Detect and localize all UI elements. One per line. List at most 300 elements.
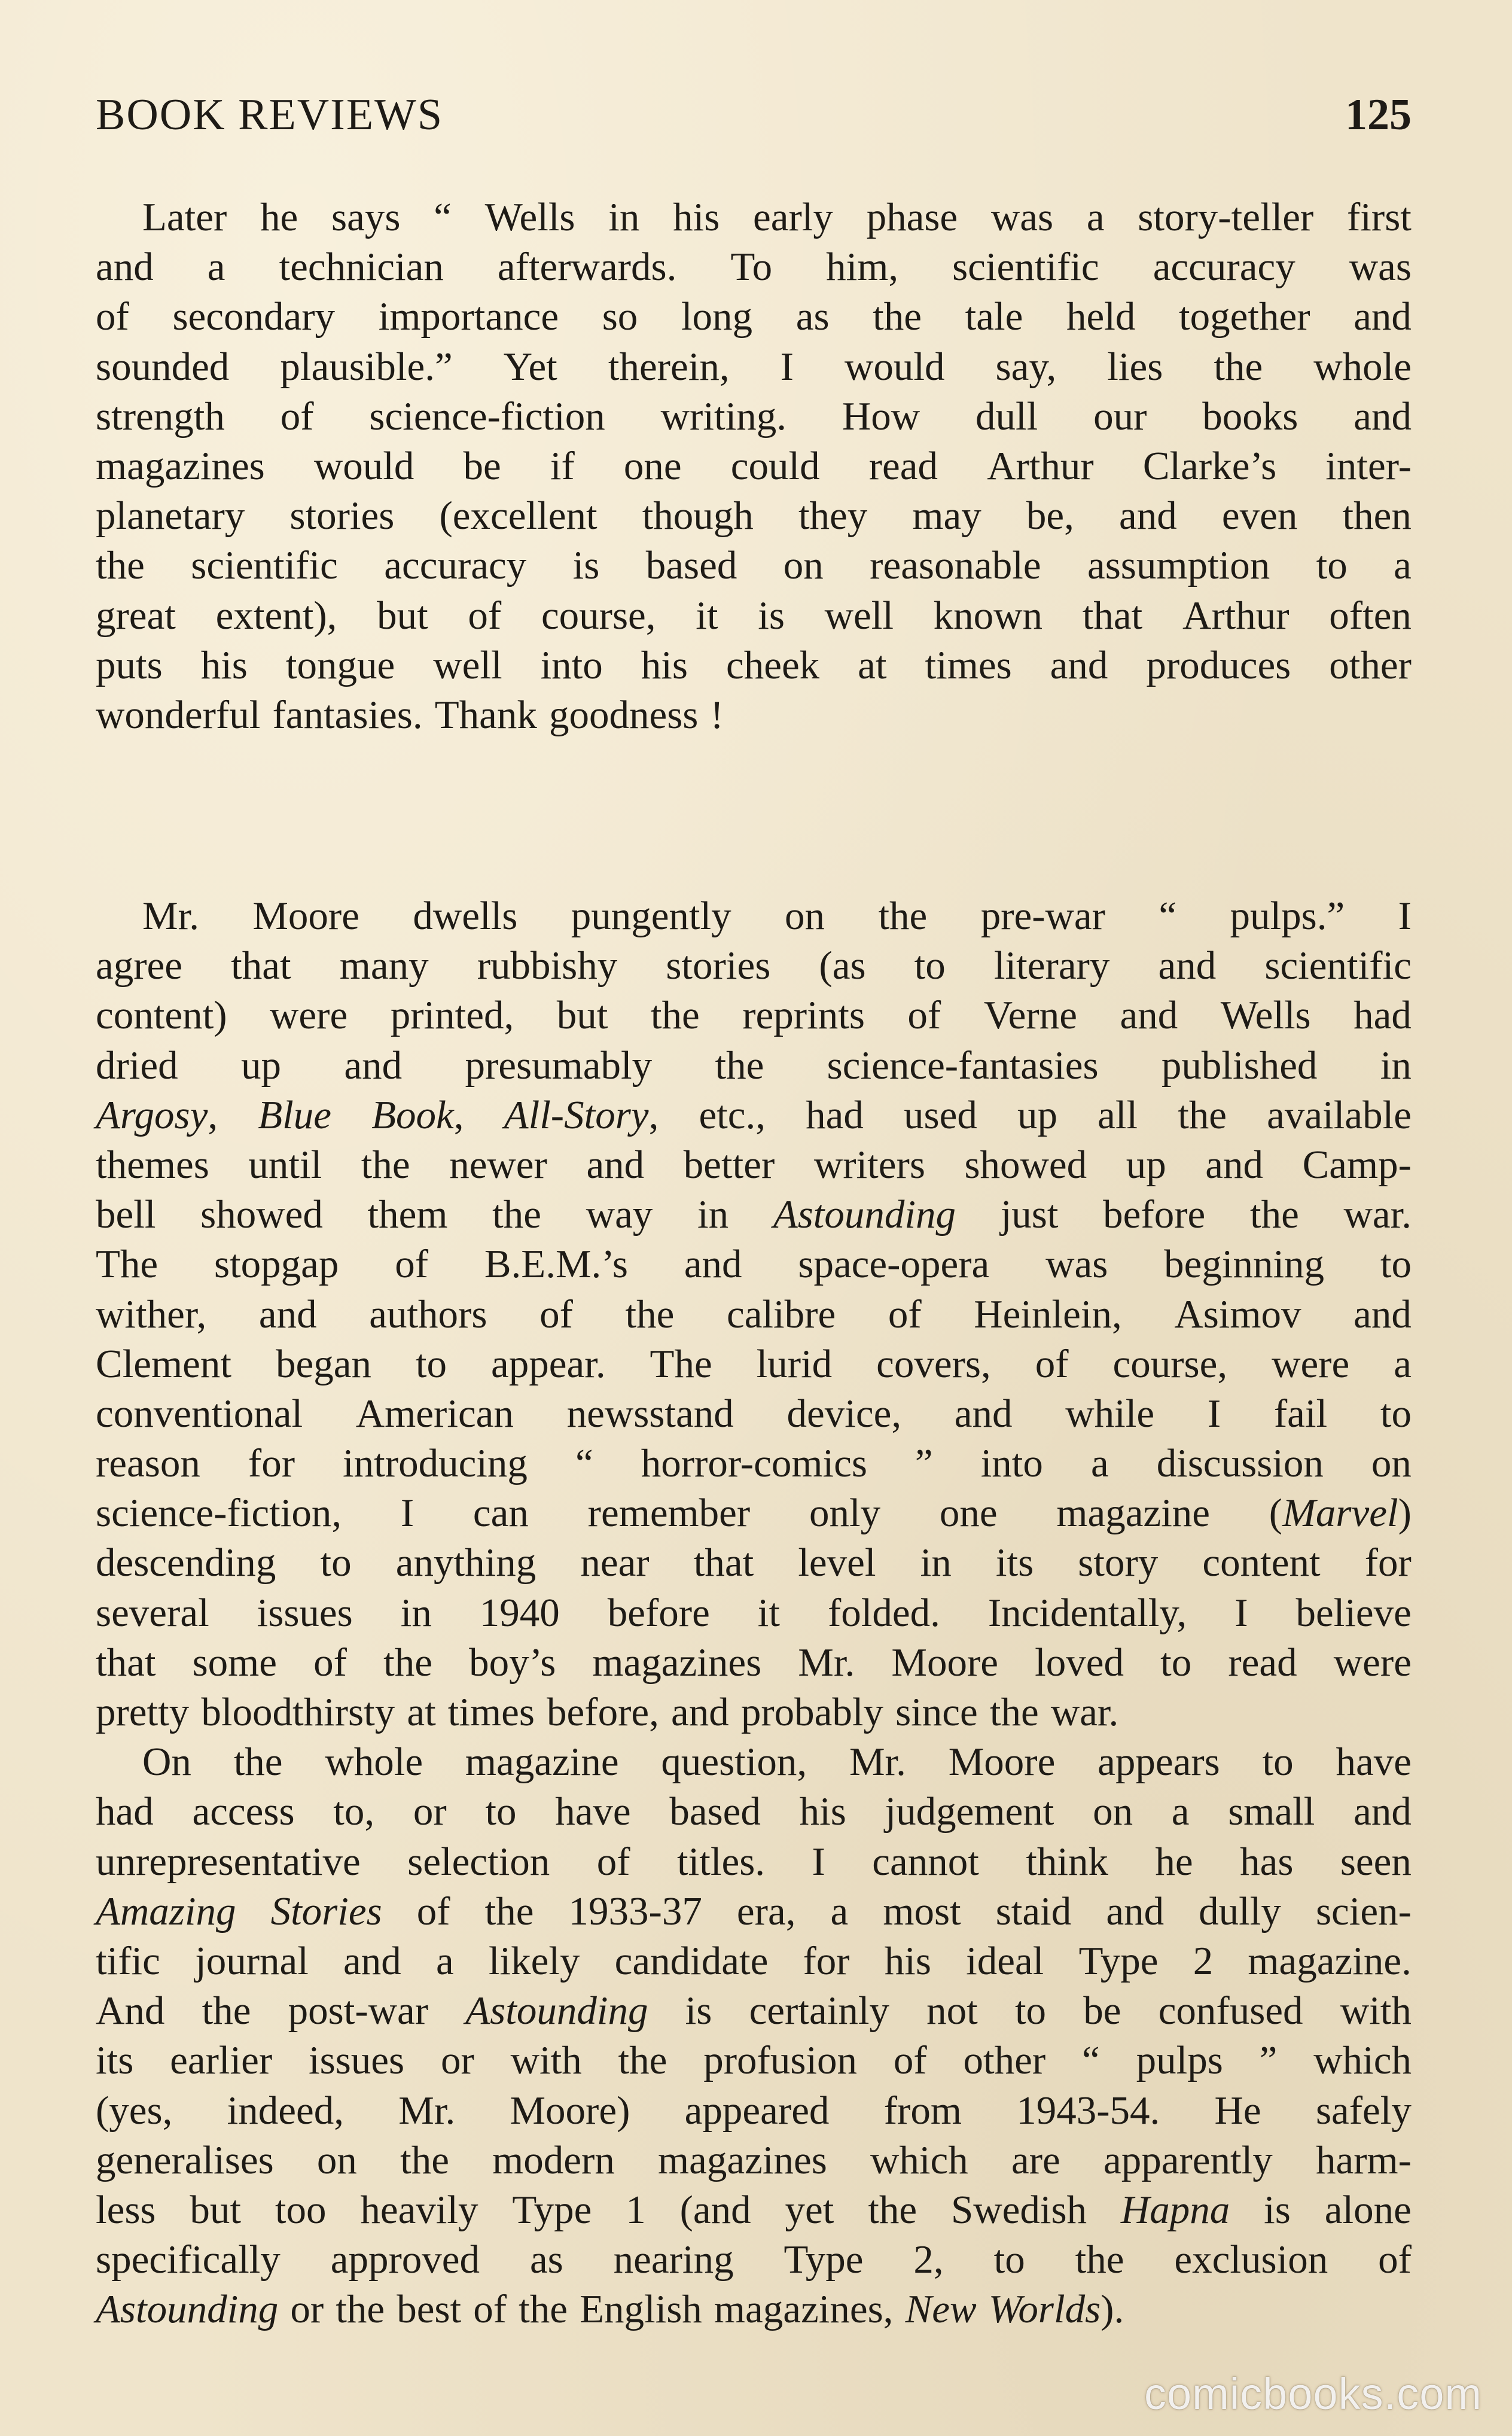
word: would: [844, 344, 945, 389]
word: stories: [289, 494, 395, 538]
word: dull: [975, 394, 1038, 439]
word: reason: [96, 1441, 200, 1486]
word: is: [572, 543, 600, 588]
word: the: [400, 2137, 449, 2182]
word: pulps.”: [1230, 894, 1345, 938]
word: the: [868, 2187, 917, 2232]
word: was: [1045, 1242, 1108, 1287]
word: “: [1159, 894, 1177, 938]
word: puts: [96, 643, 163, 687]
word: pre-war: [980, 894, 1105, 938]
word: and: [1354, 1292, 1412, 1336]
word: to: [1014, 1989, 1047, 2033]
word: of: [473, 2287, 507, 2332]
word: (as: [819, 943, 866, 988]
word: and: [1354, 294, 1412, 339]
word: magazines: [658, 2137, 827, 2182]
text-line: [96, 541, 1412, 590]
word: boy’s: [469, 1640, 556, 1685]
word: at: [407, 1690, 436, 1734]
word: though: [642, 494, 754, 538]
word: stopgap: [214, 1242, 339, 1287]
word: Arthur: [987, 443, 1094, 488]
word: in: [920, 1540, 952, 1585]
word: Moore: [948, 1740, 1056, 1785]
text-line: [96, 2185, 1412, 2235]
word: to: [993, 2237, 1025, 2282]
word: of: [313, 1640, 347, 1685]
word: read: [1228, 1640, 1297, 1685]
word: The: [96, 1242, 158, 1287]
word: of: [907, 993, 941, 1038]
word: Wells: [484, 195, 575, 239]
word: the: [484, 1889, 534, 1933]
text-line: [96, 2036, 1412, 2085]
text-line: [96, 1787, 1412, 1837]
word: importance: [378, 294, 559, 339]
word: best: [397, 2287, 462, 2332]
word: 1943-54.: [1016, 2088, 1160, 2133]
word: content: [1202, 1540, 1321, 1585]
word: story: [1078, 1540, 1159, 1585]
word: wonderful: [96, 692, 261, 737]
text-line: [96, 1688, 1412, 1737]
word: is: [685, 1989, 712, 2033]
word: long: [681, 294, 753, 339]
text-line: [96, 342, 1412, 392]
word: be: [1083, 1989, 1121, 2033]
word: safely: [1315, 2088, 1412, 2133]
word: writers: [813, 1142, 925, 1187]
word: (yes,: [96, 2088, 173, 2133]
word: descending: [96, 1540, 276, 1585]
text-line: [96, 1737, 1412, 1787]
word: on: [316, 2137, 357, 2182]
word: based: [669, 1789, 761, 1834]
word: in: [697, 1192, 729, 1237]
word: or: [413, 1789, 447, 1834]
word: held: [1066, 294, 1136, 339]
word: it: [757, 1590, 781, 1635]
word: the: [336, 2287, 385, 2332]
word: on: [783, 543, 824, 588]
word: 2,: [913, 2237, 944, 2282]
text-line: [96, 941, 1412, 991]
word: earlier: [170, 2038, 273, 2083]
word: likely: [488, 1938, 580, 1983]
word: Asimov: [1174, 1292, 1301, 1336]
word: produces: [1146, 643, 1291, 687]
word: afterwards.: [497, 245, 677, 290]
text-line: [96, 2136, 1412, 2185]
word: has: [1240, 1839, 1294, 1884]
word: discussion: [1156, 1441, 1324, 1486]
word: assumption: [1087, 543, 1270, 588]
word: Astounding: [465, 1989, 648, 2033]
word: have: [555, 1789, 631, 1834]
word: believe: [1295, 1590, 1412, 1635]
word: from: [883, 2088, 962, 2133]
word: ”: [914, 1441, 933, 1486]
word: had: [806, 1092, 864, 1137]
word: magazines: [592, 1640, 762, 1685]
word: the: [383, 1640, 432, 1685]
word: reasonable: [870, 543, 1041, 588]
word: seen: [1340, 1839, 1412, 1884]
word: The: [650, 1341, 712, 1386]
word: so: [602, 294, 638, 339]
word: before: [607, 1590, 710, 1635]
word: a: [207, 245, 225, 290]
word: a: [1394, 543, 1412, 588]
word: to: [1160, 1640, 1192, 1685]
word: Amazing: [96, 1889, 236, 1933]
word: therein,: [608, 344, 730, 389]
word: dried: [96, 1043, 178, 1088]
word: course,: [1112, 1341, 1228, 1386]
word: them: [367, 1192, 448, 1237]
text-line: [96, 441, 1412, 491]
word: to: [1380, 1242, 1412, 1287]
word: He: [1214, 2088, 1261, 2133]
text-line: [96, 292, 1412, 342]
word: etc.,: [699, 1092, 766, 1137]
word: phase: [866, 195, 958, 239]
word: Arthur: [1182, 593, 1290, 638]
word: or: [440, 2038, 474, 2083]
word: available: [1267, 1092, 1412, 1137]
word: the: [202, 1989, 251, 2033]
word: era,: [736, 1889, 796, 1933]
word: the: [492, 1192, 542, 1237]
word: scien-: [1315, 1889, 1412, 1933]
word: journal: [195, 1938, 309, 1983]
word: fantasies.: [272, 692, 423, 737]
word: remember: [587, 1491, 751, 1536]
word: scientific: [1264, 943, 1412, 988]
word: a: [1394, 1341, 1412, 1386]
word: level: [798, 1540, 876, 1585]
text-line: [96, 1538, 1412, 1588]
word: the: [519, 2287, 568, 2332]
word: books: [1202, 394, 1298, 439]
word: the: [1178, 1092, 1227, 1137]
word: the: [878, 894, 928, 938]
word: the: [650, 993, 700, 1038]
word: just: [1000, 1192, 1059, 1237]
word: Moore: [252, 894, 359, 938]
word: pungently: [571, 894, 731, 938]
word: course,: [541, 593, 656, 638]
word: indeed,: [227, 2088, 344, 2133]
word: modern: [492, 2137, 615, 2182]
word: until: [248, 1142, 322, 1187]
word: in: [608, 195, 640, 239]
word: wither,: [96, 1292, 207, 1336]
word: were: [270, 993, 348, 1038]
word: and: [1158, 943, 1217, 988]
word: well: [433, 643, 502, 687]
word: profusion: [703, 2038, 858, 2083]
word: many: [339, 943, 429, 988]
word: covers,: [876, 1341, 991, 1386]
word: as: [529, 2237, 563, 2282]
word: Heinlein,: [974, 1292, 1122, 1336]
word: to: [1262, 1740, 1294, 1785]
word: and: [670, 1690, 729, 1734]
word: for: [1364, 1540, 1412, 1585]
text-line: [96, 891, 1412, 941]
text-line: [96, 1588, 1412, 1638]
word: several: [96, 1590, 209, 1635]
word: inter-: [1325, 443, 1412, 488]
text-line: [96, 1091, 1412, 1140]
word: together: [1179, 294, 1310, 339]
word: I: [1398, 894, 1412, 938]
word: on: [1371, 1441, 1412, 1486]
word: then: [1342, 494, 1412, 538]
word: up: [241, 1043, 282, 1088]
watermark: comicbooks.com: [1144, 2369, 1482, 2419]
word: most: [883, 1889, 961, 1933]
word: began: [275, 1341, 371, 1386]
word: with: [510, 2038, 582, 2083]
word: Swedish: [950, 2187, 1087, 2232]
word: dwells: [413, 894, 518, 938]
word: sounded: [96, 344, 230, 389]
word: of: [468, 593, 502, 638]
word: Type: [784, 2237, 864, 2282]
word: accuracy: [384, 543, 527, 588]
word: for: [803, 1938, 850, 1983]
word: nearing: [613, 2237, 734, 2282]
word: specifically: [96, 2237, 281, 2282]
word: themes: [96, 1142, 209, 1187]
text-line: [96, 1936, 1412, 1986]
word: other: [1329, 643, 1412, 687]
word: space-opera: [798, 1242, 990, 1287]
word: and: [1120, 993, 1178, 1038]
word: his: [641, 643, 688, 687]
word: and: [343, 1938, 401, 1983]
word: ”: [1259, 2038, 1278, 2083]
word: judgement: [885, 1789, 1054, 1834]
word: that: [231, 943, 291, 988]
word: All-Story,: [504, 1092, 659, 1137]
word: a: [830, 1889, 849, 1933]
word: near: [580, 1540, 650, 1585]
word: on: [1093, 1789, 1133, 1834]
word: of: [539, 1292, 573, 1336]
word: cheek: [725, 643, 820, 687]
word: technician: [279, 245, 444, 290]
word: the: [96, 543, 145, 588]
word: authors: [369, 1292, 487, 1336]
word: lies: [1107, 344, 1163, 389]
word: Mr.: [798, 1640, 855, 1685]
word: magazine.: [1248, 1938, 1412, 1983]
word: New: [905, 2287, 977, 2332]
word: harm-: [1316, 2137, 1412, 2182]
word: his: [673, 195, 720, 239]
word: I: [1207, 1391, 1221, 1436]
word: goodness: [548, 692, 699, 737]
word: I: [780, 344, 794, 389]
word: is: [1264, 2187, 1291, 2232]
word: a: [435, 1938, 454, 1983]
word: 1: [626, 2187, 646, 2232]
word: to: [415, 1341, 447, 1386]
text-line: [96, 1190, 1412, 1240]
word: showed: [964, 1142, 1087, 1187]
word: other: [963, 2038, 1046, 2083]
word: To: [730, 245, 773, 290]
text-line: [96, 991, 1412, 1040]
text-line: [96, 1638, 1412, 1688]
word: access: [192, 1789, 295, 1834]
word: and: [1354, 1789, 1412, 1834]
word: the: [1075, 2237, 1124, 2282]
word: of: [416, 1889, 450, 1933]
word: How: [842, 394, 920, 439]
word: issues: [257, 1590, 353, 1635]
word: be: [463, 443, 501, 488]
word: before: [1103, 1192, 1206, 1237]
word: his: [799, 1789, 846, 1834]
word: !: [710, 692, 724, 737]
text-line: [96, 1140, 1412, 1190]
word: are: [1011, 2137, 1060, 2182]
word: be,: [1026, 494, 1074, 538]
word: unrepresentative: [96, 1839, 361, 1884]
word: Astounding: [773, 1192, 956, 1237]
word: Verne: [983, 993, 1077, 1038]
word: strength: [96, 394, 225, 439]
word: and: [1050, 643, 1108, 687]
text-block-bottom: [96, 891, 1412, 2334]
word: “: [1082, 2038, 1100, 2083]
text-line: [96, 1986, 1412, 2036]
word: the: [233, 1740, 283, 1785]
word: science-fantasies: [827, 1043, 1099, 1088]
word: magazines,: [714, 2287, 894, 2332]
word: had: [1354, 993, 1412, 1038]
word: he: [1155, 1839, 1193, 1884]
word: probably: [740, 1690, 883, 1734]
word: bloodthirsty: [201, 1690, 395, 1734]
word: American: [355, 1391, 514, 1436]
word: the: [873, 294, 922, 339]
word: Type: [512, 2187, 592, 2232]
word: a: [1086, 195, 1105, 239]
word: Clement: [96, 1341, 232, 1386]
word: of: [395, 1242, 429, 1287]
text-block-top: [96, 193, 1412, 740]
word: writing.: [660, 394, 787, 439]
word: and: [1119, 494, 1177, 538]
word: appear.: [490, 1341, 606, 1386]
word: in: [1380, 1043, 1412, 1088]
word: of: [596, 1839, 630, 1884]
word: the: [715, 1043, 764, 1088]
word: read: [868, 443, 938, 488]
word: device,: [787, 1391, 902, 1436]
word: magazine: [1056, 1491, 1211, 1536]
running-title: BOOK REVIEWS: [96, 90, 444, 139]
word: its: [96, 2038, 134, 2083]
word: well: [824, 593, 894, 638]
word: was: [990, 195, 1054, 239]
word: appeared: [684, 2088, 830, 2133]
word: to: [914, 943, 946, 988]
word: Moore): [510, 2088, 630, 2133]
word: science-fiction: [369, 394, 605, 439]
word: known: [933, 593, 1043, 638]
word: used: [904, 1092, 977, 1137]
word: way: [586, 1192, 653, 1237]
word: Book,: [371, 1092, 464, 1137]
word: issues: [309, 2038, 405, 2083]
word: printed,: [390, 993, 514, 1038]
word: folded.: [827, 1590, 940, 1635]
word: and: [344, 1043, 403, 1088]
word: small: [1228, 1789, 1315, 1834]
word: up: [1126, 1142, 1166, 1187]
word: Moore: [891, 1640, 998, 1685]
word: is: [758, 593, 785, 638]
word: and: [1354, 394, 1412, 439]
word: of: [888, 1292, 922, 1336]
word: of: [1378, 2237, 1412, 2282]
word: the: [989, 1690, 1039, 1734]
word: were: [1272, 1341, 1350, 1386]
word: our: [1093, 394, 1147, 439]
word: 1933-37: [568, 1889, 702, 1933]
word: early: [753, 195, 833, 239]
text-line: [96, 1887, 1412, 1936]
word: have: [1336, 1740, 1412, 1785]
word: Later: [142, 195, 227, 239]
word: science-fiction,: [96, 1491, 342, 1536]
word: tific: [96, 1938, 160, 1983]
word: 1940: [479, 1590, 560, 1635]
word: of: [280, 394, 314, 439]
word: “: [434, 195, 452, 239]
word: Mr.: [398, 2088, 456, 2133]
word: magazines: [96, 443, 265, 488]
word: first: [1346, 195, 1412, 239]
word: and: [954, 1391, 1013, 1436]
word: and: [1106, 1889, 1165, 1933]
word: alone: [1324, 2187, 1412, 2232]
word: they: [798, 494, 868, 538]
word: that: [96, 1640, 156, 1685]
word: presumably: [465, 1043, 653, 1088]
word: war.: [1050, 1690, 1119, 1734]
word: think: [1026, 1839, 1108, 1884]
word: introducing: [343, 1441, 528, 1486]
word: apparently: [1103, 2137, 1273, 2182]
word: had: [96, 1789, 154, 1834]
word: calibre: [726, 1292, 836, 1336]
word: Stories: [270, 1889, 382, 1933]
word: On: [142, 1740, 191, 1785]
text-line: [96, 2285, 1412, 2334]
word: of: [1035, 1341, 1069, 1386]
word: Hapna: [1120, 2187, 1230, 2232]
word: planetary: [96, 494, 245, 538]
word: newer: [449, 1142, 547, 1187]
